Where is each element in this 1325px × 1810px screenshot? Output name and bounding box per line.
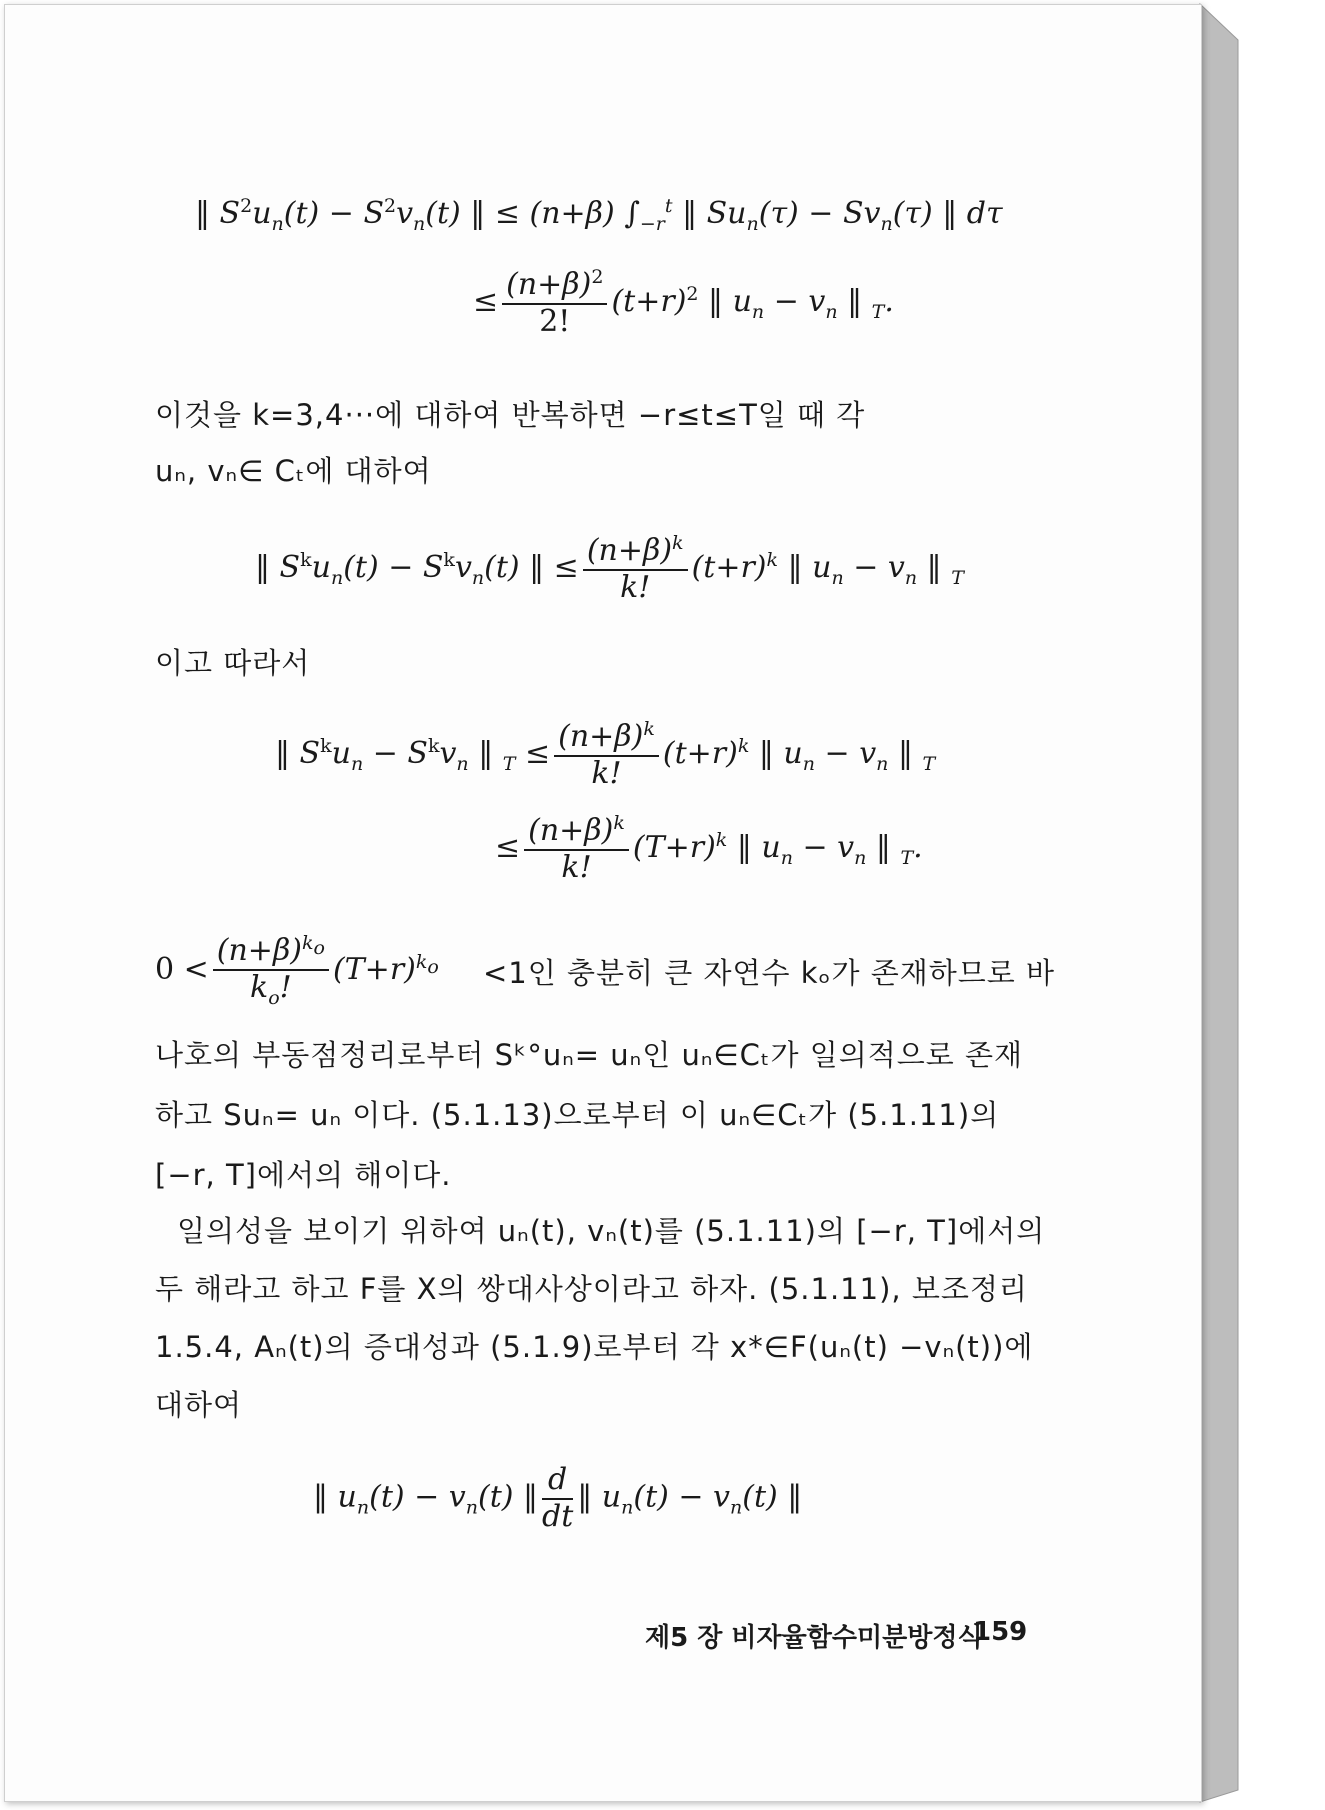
inline-inequality: 0 < $\frac{(n+\beta)^{k_o}}{k_o!}$ $(T+r)^{k_o}$ <box>155 932 439 1009</box>
paragraph-line: 나호의 부동점정리로부터 Sᵏ°uₙ= uₙ인 uₙ∈Cₜ가 일의적으로 존재 <box>155 1038 1024 1072</box>
paragraph-line: 하고 Suₙ= uₙ 이다. (5.1.13)으로부터 이 uₙ∈Cₜ가 (5.1.11)의 <box>155 1098 1000 1132</box>
book-page <box>4 4 1202 1802</box>
paragraph-line: [−r, T]에서의 해이다. <box>155 1158 452 1192</box>
paragraph-line: 이고 따라서 <box>155 646 311 680</box>
paragraph-line: uₙ, vₙ∈ Cₜ에 대하여 <box>155 454 432 488</box>
equation-1b: ≤ $\frac{(n+\beta)^2}{2!}$ $(t+r)^2$ ‖ $u_n - v_n$ ‖ $_T$. <box>473 266 894 339</box>
equation-3a: ‖ $S^ku_n - S^kv_n$ ‖ $_T$ ≤ $\frac{(n+\beta)^k}{k!}$ $(t+r)^k$ ‖ $u_n - v_n$ ‖ $_T$ <box>275 718 936 791</box>
paragraph-line: 1.5.4, Aₙ(t)의 증대성과 (5.1.9)로부터 각 x*∈F(uₙ(t) −vₙ(t))에 <box>155 1330 1034 1364</box>
page-number: 159 <box>973 1617 1028 1647</box>
equation-1a: ‖ $S^2u_n(t) - S^2v_n(t)$ ‖ ≤ (n+β) $\int_{-r}^t$ ‖ $Su_n(\tau) - Sv_n(\tau)$ ‖ dτ <box>195 195 1003 235</box>
equation-4: ‖ $u_n(t) - v_n(t)$ ‖ $\frac{d}{dt}$ ‖ $u_n(t) - v_n(t)$ ‖ <box>313 1462 803 1534</box>
paragraph-line: 대하여 <box>155 1388 243 1422</box>
paragraph-line: 일의성을 보이기 위하여 uₙ(t), vₙ(t)를 (5.1.11)의 [−r, T]에서의 <box>177 1214 1046 1248</box>
paragraph-line: 이것을 k=3,4···에 대하여 반복하면 −r≤t≤T일 때 각 <box>155 398 866 432</box>
footer-chapter: 제5 장 비자율함수미분방정식 <box>645 1623 983 1653</box>
paragraph-line: <1인 충분히 큰 자연수 kₒ가 존재하므로 바 <box>483 956 1056 990</box>
equation-3b: ≤ $\frac{(n+\beta)^k}{k!}$ $(T+r)^k$ ‖ $u_n - v_n$ ‖ $_T$. <box>495 812 923 885</box>
equation-2: ‖ $S^ku_n(t) - S^kv_n(t)$ ‖ ≤ $\frac{(n+\beta)^k}{k!}$ $(t+r)^k$ ‖ $u_n - v_n$ ‖ $_T$ <box>255 532 964 605</box>
paragraph-line: 두 해라고 하고 F를 X의 쌍대사상이라고 하자. (5.1.11), 보조정리 <box>155 1272 1028 1306</box>
